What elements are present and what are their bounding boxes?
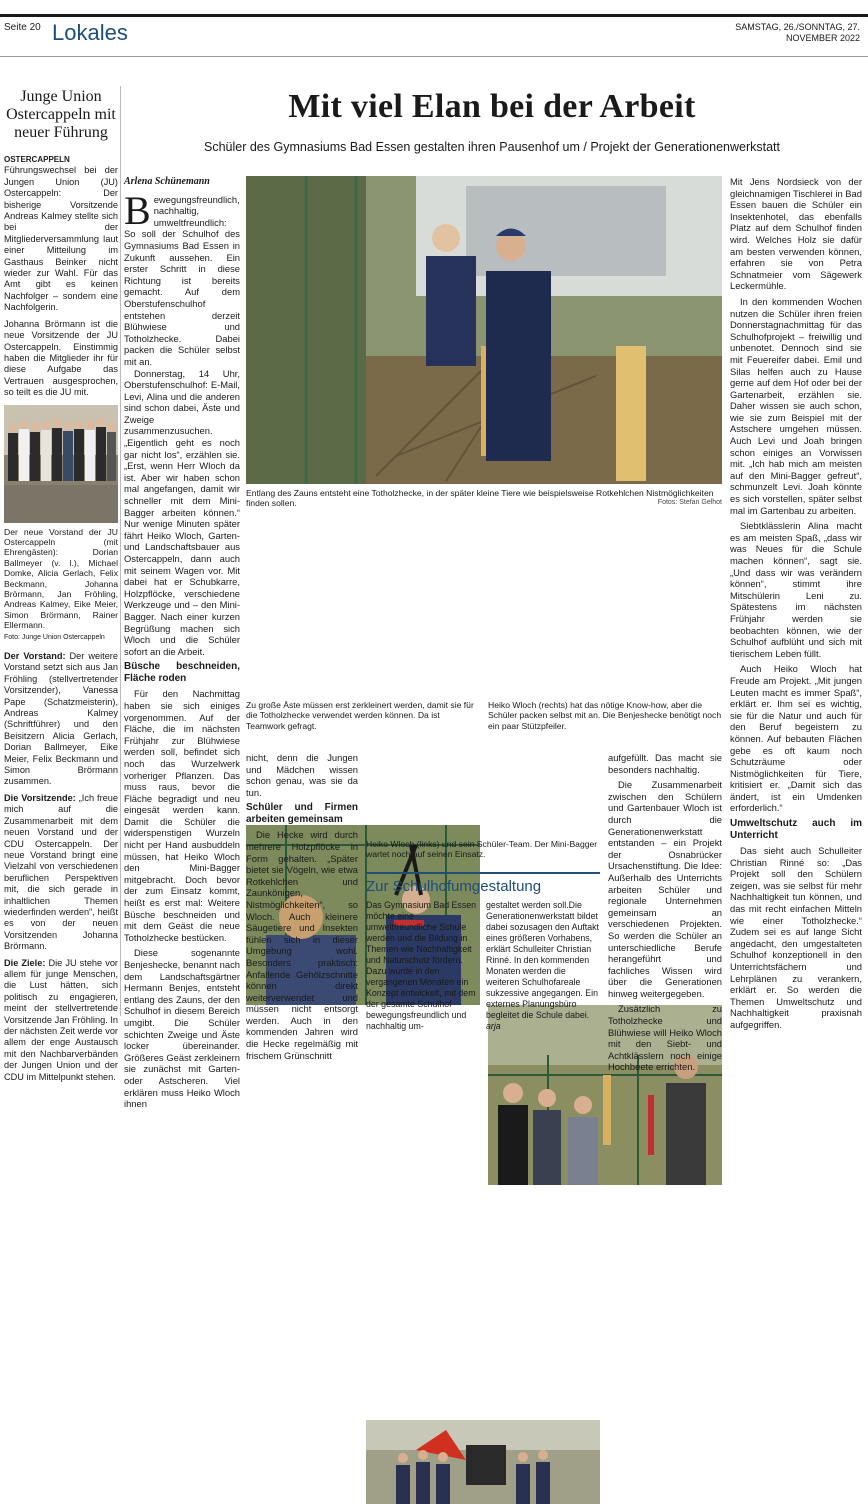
col4-p2: In den kommenden Wochen nutzen die Schüler ihren freien Donnerstagnachmittag für das Schulhofprojekt – freiwillig und unbenotet. Dennoch sind sie mit Feuereifer dabei. Emil und Silas helfen auch zu Hause gerne auf dem Hof oder bei der Gartenarbeit, erzählen sie. Daher wissen sie auch schon, wie sie zum Beispiel mit der Astschere umgehen müssen. Auch Levi und Joah bringen schon einiges an Vorwissen mit. „Ich hab mich am meisten auf den Mini-Bagger gefreut“, schmunzelt Levi. Joah könnte es sich vorstellen, später selbst mal im Gartenbau zu arbeiten. [730, 295, 862, 516]
col3-p1: aufgefüllt. Das macht sie besonders nachhaltig. [608, 752, 722, 775]
col1-intro: Bewegungsfreundlich, nachhaltig, umweltfreundlich: So soll der Schulhof des Gymnasiums Bad Essen in Zukunft aussehen. Ein erster Schritt in diese Richtung ist bereits gemacht. Auf dem Oberstufenschulhof entstehen derzeit Blühwiese und Totholzhecke. Dabei packen die Schüler selbst mit an. [124, 187, 240, 367]
author-byline: Arlena Schünemann [124, 176, 210, 187]
photo-team-minibagger [366, 1420, 600, 1504]
main-photo-illustration [246, 176, 722, 484]
sidebar-intro: OSTERCAPPELN Führungswechsel bei der Jungen Union (JU) Ostercappeln: Der bisherige Vorsitzende Andreas Kalmey stellte sich bei der Mitgliederversammlung laut einer Mitteilung im Gasthaus Beinker nicht wieder zur Wahl. Für das Amt gibt es keinen Nachfolger – sondern eine Nachfolgerin. [4, 155, 118, 313]
col1-subhead: Büsche beschneiden, Fläche roden [124, 661, 240, 685]
col2-subhead: Schüler und Firmen arbeiten gemeinsam [246, 802, 358, 826]
article-column-1 [124, 176, 240, 1114]
info-box-text-1: Das Gymnasium Bad Essen möchte eine umweltfreundliche Schule werden und die Bildung in Themen wie Nachhaltigkeit und Naturschutz fördern. Dazu wurde in den vergangenen Monaten ein Konzept entwickelt, mit dem der gesamte Schulhof bewegungsfreundlich und nachhaltig um- [366, 900, 477, 1031]
sidebar-photo-credit: Foto: Junge Union Ostercappeln [4, 633, 105, 641]
main-photo-caption: Entlang des Zauns entsteht eine Totholzhecke, in der später kleine Tiere wie beispielsweise Rotkehlchen Nistmöglichkeiten finden sollen. [246, 488, 714, 509]
header-divider [0, 56, 868, 57]
article-column-3 [608, 752, 722, 1077]
sidebar-vorstand: Der Vorstand: Der weitere Vorstand setzt sich aus Jan Fröhling (stellvertretender Vorsitzender), Vanessa Pape (Schatzmeisterin), Andreas Kalmey (Schriftführer) und den Beisitzern Alicia Gerlach, Dorian Ballmeyer, Eike Meier, Felix Beckmann und Simon Brörmann zusammen. [4, 651, 118, 787]
photo3-caption: Heiko Wloch (rechts) hat das nötige Know-how, aber die Schüler packen selbst mit an. Die Benjeshecke benötigt noch ein paar Stützpfeiler. [488, 700, 722, 731]
sidebar-vorsitzende: Die Vorsitzende: „Ich freue mich auf die Zusammenarbeit mit dem neuen Vorstand und der CDU Ostercappeln. Der neue Vorstand bringt eine Vielzahl von verschiedenen beruflichen Perspektiven mit, die sich gerade in inhaltlichen Themen wiederfinden werden“, heißt es von der neuen Vorsitzenden Johanna Brörmann. [4, 792, 118, 952]
article-column-4 [730, 176, 862, 1035]
col4-p1: Mit Jens Nordsieck von der gleichnamigen Tischlerei in Bad Essen bauen die Schüler ein Insektenhotel, das ebenfalls Platz auf dem Schulhof finden wird. Welches Holz sie dafür am besten verwenden können, erfahren sie von Petra Schnatmeier vom Sägewerk Leckermühle. [730, 176, 862, 292]
col1-p3: Für den Nachmittag haben sie sich einiges vorgenommen. Auf der Fläche, die im nächsten Frühjahr zur Blühwiese werden soll, befindet sich noch das Wurzelwerk vorheriger Pflanzen. Das muss raus, bevor die Fläche begradigt und neu eingesät werden kann. Damit die Schüler die widerspenstigen Wurzeln nicht per Hand ausbuddeln müssen, hat Heiko Wloch den Mini-Bagger mitgebracht. Doch bevor der zum Einsatz kommt, heißt es erst mal: Weitere Büsche beschneiden und mit dem Geäst die neue Totholzhecke bestücken. [124, 688, 240, 943]
col4-p5: Das sieht auch Schulleiter Christian Rinné so: „Das Projekt soll den Schülern zeigen, was sie selbst für mehr Nachhaltigkeit tun können, und das mit recht einfachen Mitteln wie einer Totholzhecke.“ Zudem sei es auf lange Sicht angedacht, den umgestalteten Schulhof konzeptionell in den Unterrichtsfächern und Lehrplänen zu verankern, erklärt er. So werden die Themen Umweltschutz und Nachhaltigkeit praxisnah aufgegriffen. [730, 845, 862, 1030]
page-number: Seite 20 [4, 22, 41, 33]
col1-p2: Donnerstag, 14 Uhr, Oberstufenschulhof: E-Mail, Levi, Alina und die anderen sind schon dabei, Äste und Zweige zusammenzusuchen. „Eigentlich geht es noch gar nicht los“, erzählen sie. „Erst, wenn Herr Wloch da ist. Aber wir haben schon mal angefangen, damit wir schneller mit dem Mini-Bagger arbeiten können.“ Nur wenige Minuten später fährt Heiko Wloch, Garten- und Landschaftsbauer aus Ostercappeln, dann auch mit seinem Wagen vor. Mit dabei hat er Schubkarre, Holzpflöcke, verschiedene Werkzeuge und – den Mini-Bagger. Nach einer kurzen Begrüßung machen sich Wloch und die Schüler sofort an die Arbeit. [124, 367, 240, 657]
col2-p2: Die Hecke wird durch mehrere Holzpflöcke in Form gehalten. „Später bietet sie Vögeln, wie etwa Rotkehlchen und Zaunkönigen, Nistmöglichkeiten“, so Wloch. Auch kleinere Säugetiere und Insekten fühlen sich in dieser Umgebung wohl. Besonders praktisch: Anfallende Gehölzschnitte können direkt weiterverwendet und müssen nicht entsorgt werden. Auch in den kommenden Jahren wird die Hecke regelmäßig mit frischem Grünschnitt [246, 829, 358, 1061]
photo-credit: Fotos: Stefan Gelhot [657, 499, 722, 506]
col2-p1: nicht, denn die Jungen und Mädchen wissen schon genau, was sie da tun. [246, 752, 358, 798]
dropcap: B [124, 187, 151, 233]
group-photo-illustration [4, 405, 118, 523]
main-photo [246, 176, 722, 484]
ju-group-photo [4, 405, 118, 523]
col1-p4: Diese sogenannte Benjeshecke, benannt nach dem Landschaftsgärtner Hermann Benjes, entsteht entlang des Zauns, der den Schulhof in diesem Bereich umgibt. Die Schüler schichten Zweige und Äste locker übereinander. Größeres Geäst zerkleinern sie zunächst mit Garten- oder Astscheren. Viel erklären muss Heiko Wloch ihnen [124, 947, 240, 1110]
photo4-illustration [366, 1420, 600, 1504]
info-box [366, 872, 600, 1031]
sidebar-ziele: Die Ziele: Die JU stehe vor allem für junge Menschen, die Lust hätten, sich politisch zu engagieren, meint der stellvertretende Vorsitzende Jan Fröhling. In der nächsten Zeit werde vor allem der enge Austausch mit den Nachbarverbänden der Jungen Union und der CDU im Mittelpunkt stehen. [4, 957, 118, 1082]
sidebar-place: OSTERCAPPELN [4, 155, 70, 164]
article-headline: Mit viel Elan bei der Arbeit [288, 88, 696, 125]
issue-date: SAMSTAG, 26./SONNTAG, 27. NOVEMBER 2022 [735, 22, 860, 43]
photo4-caption: Heiko Wloch (links) und sein Schüler-Team. Der Mini-Bagger wartet noch auf seinen Einsatz. [366, 839, 598, 860]
sidebar-photo-caption: Der neue Vorstand der JU Ostercappeln (mit Ehrengästen): Dorian Ballmeyer (v. l.), Michael Domke, Alicia Gerlach, Felix Beckmann, Johanna Brörmann, Jan Fröhling, Andreas Kalmey, Eike Meier, Simon Brörmann, Rainer Ellermann. [4, 526, 118, 631]
article-subheadline: Schüler des Gymnasiums Bad Essen gestalten ihren Pausenhof um / Projekt der Generationenwerkstatt [204, 140, 780, 154]
top-rule [0, 14, 868, 17]
col4-p3: Siebtklässlerin Alina macht es am meisten Spaß, „dass wir was Neues für die Schule machen können“, sagt sie. „Und dass wir was verändern können“, stimmt ihre Mitschülerin Leni zu. Spätestens im nächsten Frühjahr werden sie beobachten können, wie der Schulhof aufblüht und sich mit tierischem Leben füllt. [730, 520, 862, 659]
column-divider [120, 86, 121, 1016]
col3-p3: Zusätzlich zu Totholzhecke und Blühwiese will Heiko Wloch mit den Siebt- und Achtklässlern noch einige Hochbeete errichten. [608, 1003, 722, 1073]
col4-p4: Auch Heiko Wloch hat Freude am Projekt. „Mit jungen Leuten macht es immer Spaß“, erklärt er. Ihm sei es wichtig, sie für die Natur und auch für den Beruf begeistern zu können. Auf bebauten Flächen gebe es oft kaum noch Schutzräume oder Nistmöglichkeiten für Tiere, kritisiert er. „Damit sich das ändert, ist ein Umdenken erforderlich.“ [730, 663, 862, 814]
info-box-title: Zur Schulhofumgestaltung [366, 878, 542, 895]
info-box-rule [366, 872, 600, 874]
sidebar-article [4, 88, 118, 1088]
article-column-2 [246, 752, 358, 1065]
info-box-sign: arja [486, 1021, 501, 1031]
sidebar-p2: Johanna Brörmann ist die neue Vorsitzende der JU Ostercappeln. Einstimmig haben die Mitglieder ihr für diese Aufgabe das Vertrauen ausgesprochen, so teilt es die JU mit. [4, 318, 118, 398]
col4-subhead: Umweltschutz auch im Unterricht [730, 818, 862, 842]
section-title: Lokales [52, 20, 128, 45]
photo2-caption: Zu große Äste müssen erst zerkleinert werden, damit sie für die Totholzhecke verwendet werden können. Da ist Teamwork gefragt. [246, 700, 474, 731]
col3-p2: Die Zusammenarbeit zwischen den Schülern und Gartenbauer Wloch ist durch die Generationenwerkstatt entstanden – ein Projekt der Osnabrücker Ursachenstiftung. Die Idee: Außerhalb des Unterrichts arbeiten Schüler und regionale Unternehmen gemeinsam an verschiedenen Projekten. So werden die Schüler an unterschiedliche Berufe herangeführt und fachliches Wissen wird über die Generationen hinweg weitergegeben. [608, 779, 722, 999]
sidebar-title: Junge Union Ostercappeln mit neuer Führung [6, 88, 116, 141]
info-box-text-2: gestaltet werden soll.Die Generationenwerkstatt bildet dabei sozusagen den Auftakt eines größeren Vorhabens, erklärt Schulleiter Christian Rinné. In den kommenden Monaten werden die weiteren Schulhofareale sukzessive angegangen. Ein externes Planungsbüro begleitet die Schule dabei. arja [486, 900, 599, 1031]
